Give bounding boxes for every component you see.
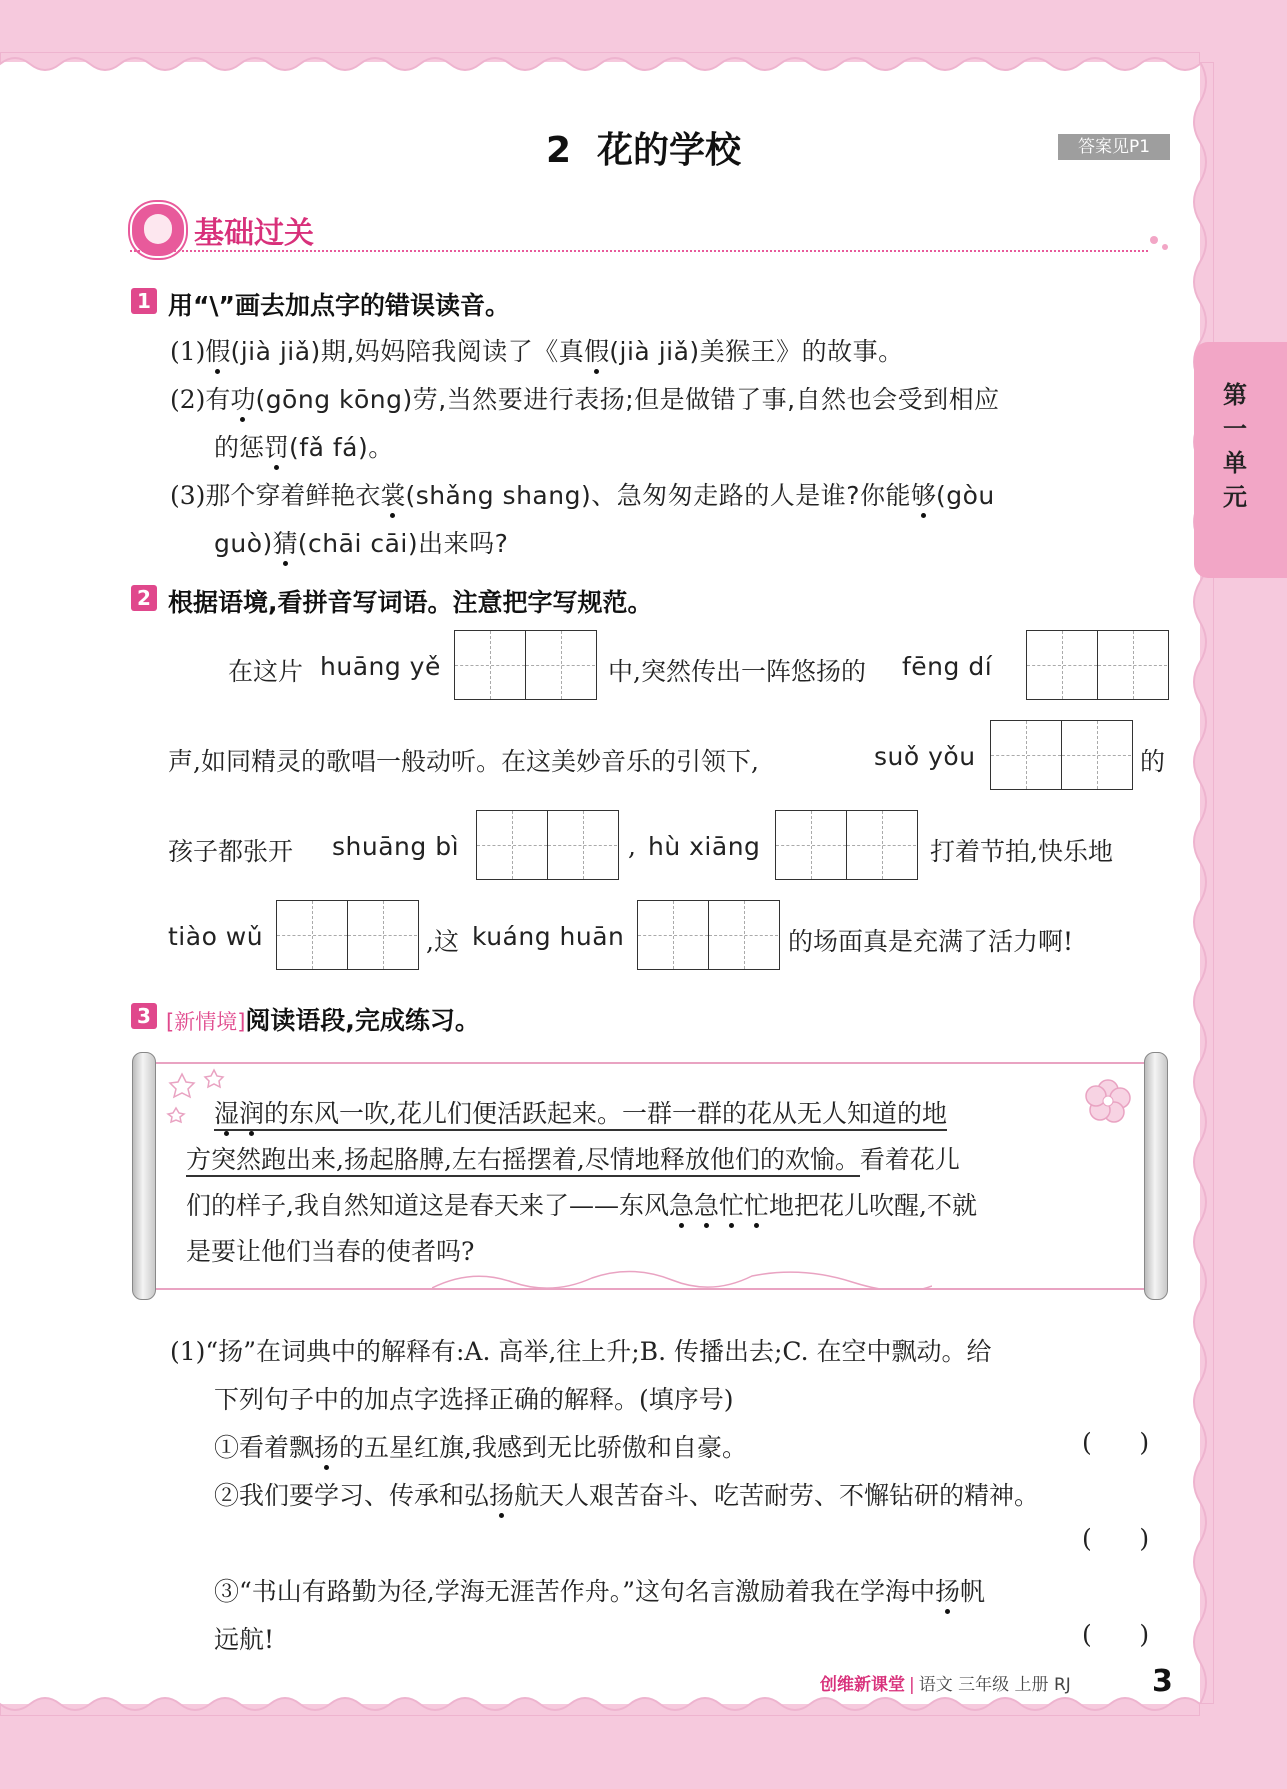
unit-tab: [1194, 342, 1287, 578]
passage-line-4: 是要让他们当春的使者吗?: [186, 1237, 475, 1266]
passage-line-3: 们的样子,我自然知道这是春天来了——东风急急忙忙地把花儿吹醒,不就: [186, 1191, 977, 1220]
section-divider: [130, 250, 1148, 252]
dotted-char: 湿: [214, 1099, 240, 1128]
answer-blank[interactable]: ( ): [1082, 1620, 1150, 1649]
dotted-char: 功: [230, 385, 256, 414]
q2-text: 打着节拍,快乐地: [930, 837, 1113, 866]
dotted-char: 扬: [489, 1481, 515, 1510]
q2-text: ,: [628, 832, 636, 861]
q2-pinyin: fēng dí: [902, 652, 993, 681]
q1-line-1: (1)假(jià jiǎ)期,妈妈陪我阅读了《真假(jià jiǎ)美猴王》的故事。: [170, 337, 904, 366]
question-title: [新情境]阅读语段,完成练习。: [166, 1006, 480, 1035]
scroll-roller-left: [132, 1052, 156, 1300]
dotted-char: 够: [910, 481, 936, 510]
q2-pinyin: suǒ yǒu: [874, 742, 976, 771]
cherry-blossom-icon: [1068, 1064, 1138, 1134]
unit-tab-text: 第一单元: [1223, 381, 1247, 511]
writing-grid[interactable]: [775, 810, 918, 880]
q2-pinyin: hù xiāng: [648, 832, 761, 861]
item-3-cont: 远航!: [214, 1625, 275, 1654]
lesson-number: 2: [545, 130, 572, 171]
q2-pinyin: shuāng bì: [332, 832, 460, 861]
dotted-char: 忙: [744, 1191, 770, 1220]
q2-text: 的场面真是充满了活力啊!: [788, 927, 1074, 956]
q2-text: ,这: [426, 927, 459, 956]
unit-tab-label: [1194, 378, 1276, 514]
answer-blank[interactable]: ( ): [1082, 1524, 1150, 1553]
dotted-char: 假: [584, 337, 610, 366]
divider-dot: [1150, 236, 1158, 244]
q2-pinyin: tiào wǔ: [168, 922, 264, 951]
writing-grid[interactable]: [637, 900, 780, 970]
dotted-char: 扬: [935, 1577, 961, 1606]
q2-text: 声,如同精灵的歌唱一般动听。在这美妙音乐的引领下,: [168, 747, 759, 776]
wavy-border-top: [0, 52, 1200, 76]
subquestion-line-1: (1)“扬”在词典中的解释有:A. 高举,往上升;B. 传播出去;C. 在空中飘动。给: [170, 1337, 992, 1366]
answer-reference: 答案见P1: [1058, 134, 1170, 160]
q1-line-5: guò)猜(chāi cāi)出来吗?: [214, 529, 509, 558]
question-number: 1: [131, 288, 157, 314]
item-1: ①看着飘扬的五星红旗,我感到无比骄傲和自豪。: [214, 1433, 747, 1462]
dotted-char: 急: [668, 1191, 694, 1220]
divider-dot: [1162, 244, 1168, 250]
footer-brand: 创维新课堂: [820, 1675, 905, 1695]
new-context-tag: [新情境]: [166, 1010, 246, 1034]
writing-grid[interactable]: [990, 720, 1133, 790]
dotted-char: 猜: [272, 529, 298, 558]
question-title: 根据语境,看拼音写词语。注意把字写规范。: [168, 588, 653, 617]
dotted-char: 假: [205, 337, 231, 366]
q1-line-4: (3)那个穿着鲜艳衣裳(shǎng shang)、急匆匆走路的人是谁?你能够(gòu: [170, 481, 995, 510]
cloud-decoration-icon: [432, 1260, 932, 1290]
subquestion-line-2: 下列句子中的加点字选择正确的解释。(填序号): [214, 1385, 734, 1414]
writing-grid[interactable]: [1026, 630, 1169, 700]
wavy-border-bottom: [0, 1692, 1200, 1716]
answer-blank[interactable]: ( ): [1082, 1428, 1150, 1457]
passage-line-1: 湿润的东风一吹,花儿们便活跃起来。一群一群的花从无人知道的地: [214, 1094, 947, 1130]
q2-text: 在这片: [228, 657, 304, 686]
q2-text: 中,突然传出一阵悠扬的: [608, 657, 866, 686]
question-title: 用“\”画去加点字的错误读音。: [168, 291, 510, 320]
item-2: ②我们要学习、传承和弘扬航天人艰苦奋斗、吃苦耐劳、不懈钻研的精神。: [214, 1481, 1040, 1510]
q1-line-2: (2)有功(gōng kōng)劳,当然要进行表扬;但是做错了事,自然也会受到相应: [170, 385, 1000, 414]
q2-text: 的: [1140, 747, 1166, 776]
section-label: 基础过关: [194, 216, 314, 251]
question-number: 3: [131, 1003, 157, 1029]
wavy-border-right: [1188, 62, 1214, 1704]
scroll-roller-right: [1144, 1052, 1168, 1300]
dotted-char: 润: [239, 1099, 265, 1128]
dotted-char: 罚: [264, 433, 290, 462]
q1-line-3: 的惩罚(fǎ fá)。: [214, 433, 394, 462]
q2-pinyin: kuáng huān: [472, 922, 625, 951]
dotted-char: 扬: [314, 1433, 340, 1462]
writing-grid[interactable]: [476, 810, 619, 880]
writing-grid[interactable]: [454, 630, 597, 700]
passage-line-2: 方突然跑出来,扬起胳膊,左右摇摆着,尽情地释放他们的欢愉。看着花儿: [186, 1140, 960, 1176]
q2-text: 孩子都张开: [168, 837, 294, 866]
footer-book-info: 语文 三年级 上册 RJ: [918, 1675, 1071, 1695]
question-number: 2: [131, 585, 157, 611]
q2-pinyin: huāng yě: [320, 652, 441, 681]
writing-grid[interactable]: [276, 900, 419, 970]
dotted-char: 忙: [718, 1191, 744, 1220]
page-number: 3: [1152, 1664, 1173, 1699]
dotted-char: 急: [693, 1191, 719, 1220]
item-3: ③“书山有路勤为径,学海无涯苦作舟。”这句名言激励着我在学海中扬帆: [214, 1577, 986, 1606]
footer-info: 创维新课堂 | 语文 三年级 上册 RJ: [820, 1675, 1071, 1695]
dotted-char: 裳: [380, 481, 406, 510]
lesson-name: 花的学校: [597, 130, 742, 171]
